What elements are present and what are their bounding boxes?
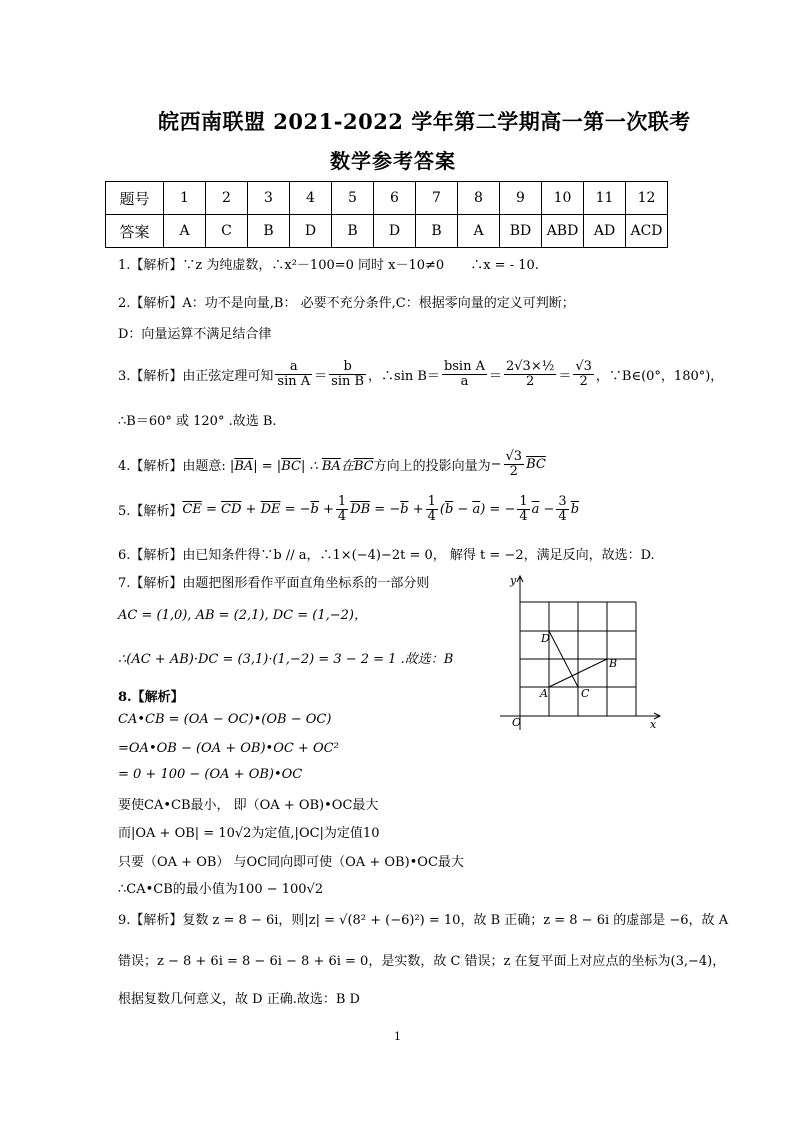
solution-6: 6.【解析】由已知条件得∵b // a，∴1×(−4)−2t = 0， 解得 t = −2，满足反向，故选：D. [118, 548, 655, 563]
solution-8-line-3: = 0 + 100 − (OA + OB)•OC [118, 767, 303, 782]
solution-5: 5.【解析】 $\overline{CE} = \overline{CD} + \overline{DE} = -\overline{b}$ + $\frac{1}{4}$ $\overline{DB} = -\overline{b}$ + $\frac{1}{4}$ $(\overline{b} - \overline{a})$ = − $\frac{1}{4}$ $\overline{a}$ − $\frac{3}{4}$ $\overline{b}$ [118, 494, 580, 524]
solution-8-line-6: 只要（OA + OB） 与OC同向即可使（OA + OB)•OC最大 [118, 855, 464, 870]
solution-7-line-1: 7.【解析】由题把图形看作平面直角坐标系的一部分则 [118, 576, 430, 591]
table-cell: 9 [500, 182, 542, 215]
table-cell: 1 [164, 182, 206, 215]
table-cell: AD [584, 215, 626, 248]
table-cell: D [290, 215, 332, 248]
table-cell: C [206, 215, 248, 248]
grid-figure [490, 570, 670, 735]
table-cell: ABD [542, 215, 584, 248]
fraction-value: $\frac{\text{2√3×½}}{2}$ [506, 359, 555, 389]
table-cell: A [164, 215, 206, 248]
table-cell: 12 [626, 182, 668, 215]
page-number: 1 [394, 1030, 401, 1043]
solution-3-suffix: ，∵B∈(0°，180°)， [595, 368, 724, 384]
origin-label: O [512, 716, 522, 729]
solution-2-line-2: D：向量运算不满足结合律 [118, 327, 272, 342]
solution-4-text: 方向上的投影向量为 [373, 458, 491, 474]
table-cell: ACD [626, 215, 668, 248]
fraction-quarter: $\frac{1}{4}$ [519, 494, 528, 524]
solution-3-line-2: ∴B＝60° 或 120° .故选 B. [118, 414, 277, 429]
table-cell: 11 [584, 182, 626, 215]
fraction-three-quarters: $\frac{3}{4}$ [558, 494, 567, 524]
point-a-label: A [540, 687, 548, 700]
solution-9-line-1: 9.【解析】复数 z = 8 − 6i，则|z| = √(8² + (−6)²) = 10，故 B 正确；z = 8 − 6i 的虚部是 −6，故 A [118, 913, 729, 928]
fraction-quarter: $\frac{1}{4}$ [337, 494, 347, 524]
table-cell: 4 [290, 182, 332, 215]
solution-2-line-1: 2.【解析】A：功不是向量,B： 必要不充分条件,C：根据零向量的定义可判断； [118, 296, 575, 311]
table-cell: 5 [332, 182, 374, 215]
table-cell: 10 [542, 182, 584, 215]
fraction-b-over-sinB: $\frac{b}{\text{sin B}}$ [331, 359, 365, 389]
table-cell: 2 [206, 182, 248, 215]
table-cell: D [374, 215, 416, 248]
solution-1: 1.【解析】∵z 为纯虚数，∴x²－100=0 同时 x－10≠0 ∴x = - 10. [118, 258, 539, 273]
solution-4: 4.【解析】由题意: $|\overline{BA}| = |\overline{BC}|$ ∴ $\overline{BA}$在$\overline{BC}$ 方向上的投影向量为 − $\frac{√3}{2}$ $\overline{BC}$ [118, 449, 546, 479]
fraction-root3-over-2: $\frac{√3}{2}$ [505, 449, 523, 479]
table-row-answers [106, 215, 668, 248]
page-subtitle: 数学参考答案 [330, 149, 456, 173]
y-axis-label: y [510, 574, 517, 587]
fraction-bsinA-over-a: $\frac{\text{bsin A}}{a}$ [443, 359, 485, 389]
answer-table [105, 181, 668, 248]
solution-3-prefix: 3.【解析】由正弦定理可知 [118, 368, 274, 384]
grid-lines [520, 602, 636, 716]
table-cell: 7 [416, 182, 458, 215]
solution-5-prefix: 5.【解析】 [118, 503, 183, 519]
table-row-numbers [106, 182, 668, 215]
table-header-cell: 答案 [106, 215, 164, 248]
table-cell: 6 [374, 182, 416, 215]
table-cell: B [416, 215, 458, 248]
solution-8-line-4: 要使CA•CB最小， 即（OA + OB)•OC最大 [118, 798, 379, 813]
solution-8-line-2: =OA•OB − (OA + OB)•OC + OC² [118, 741, 339, 756]
solution-3-mid: ，∴sin B＝ [368, 368, 440, 384]
solution-9-line-2: 错误；z − 8 + 6i = 8 − 6i − 8 + 6i = 0，是实数，故 C 错误；z 在复平面上对应点的坐标为(3,−4)， [118, 954, 726, 969]
fraction-a-over-sinA: $\frac{a}{\text{sin A}}$ [277, 359, 311, 389]
x-axis-label: x [650, 718, 657, 731]
table-cell: B [332, 215, 374, 248]
table-cell: BD [500, 215, 542, 248]
solution-8-line-7: ∴CA•CB的最小值为100 − 100√2 [118, 882, 324, 897]
page-title: 皖西南联盟 2021-2022 学年第二学期高一第一次联考 [158, 109, 691, 134]
table-cell: 8 [458, 182, 500, 215]
solution-7-line-2: AC = (1,0), AB = (2,1), DC = (1,−2)， [118, 608, 367, 623]
table-cell: A [458, 215, 500, 248]
solution-4-prefix: 4.【解析】由题意: [118, 458, 226, 474]
point-b-label: B [609, 657, 618, 670]
solution-8-line-1: CA•CB = (OA − OC)•(OB − OC) [118, 712, 332, 727]
solution-9-line-3: 根据复数几何意义，故 D 正确.故选：B D [118, 992, 360, 1007]
solution-7-line-3: ∴(AC + AB)·DC = (3,1)·(1,−2) = 3 − 2 = 1 .故选：B [118, 652, 454, 667]
table-header-cell: 题号 [106, 182, 164, 215]
point-c-label: C [581, 687, 590, 700]
table-cell: B [248, 215, 290, 248]
solution-8-line-5: 而|OA + OB| = 10√2为定值,|OC|为定值10 [118, 826, 380, 841]
fraction-quarter: $\frac{1}{4}$ [427, 494, 436, 524]
table-cell: 3 [248, 182, 290, 215]
solution-3-line-1: 3.【解析】由正弦定理可知 $\frac{a}{\text{sin A}}$ ＝ $\frac{b}{\text{sin B}}$ ，∴sin B＝ $\frac{\text{bsin A}}{a}$ ＝ $\frac{\text{2√3×½}}{2}$ ＝ $\frac{√3}{2}$ ，∵B∈(0°，180°)， [118, 359, 724, 389]
point-d-label: D [541, 632, 550, 645]
solution-8-head: 8.【解析】 [118, 690, 184, 705]
fraction-root3-over-2: $\frac{√3}{2}$ [575, 359, 592, 389]
